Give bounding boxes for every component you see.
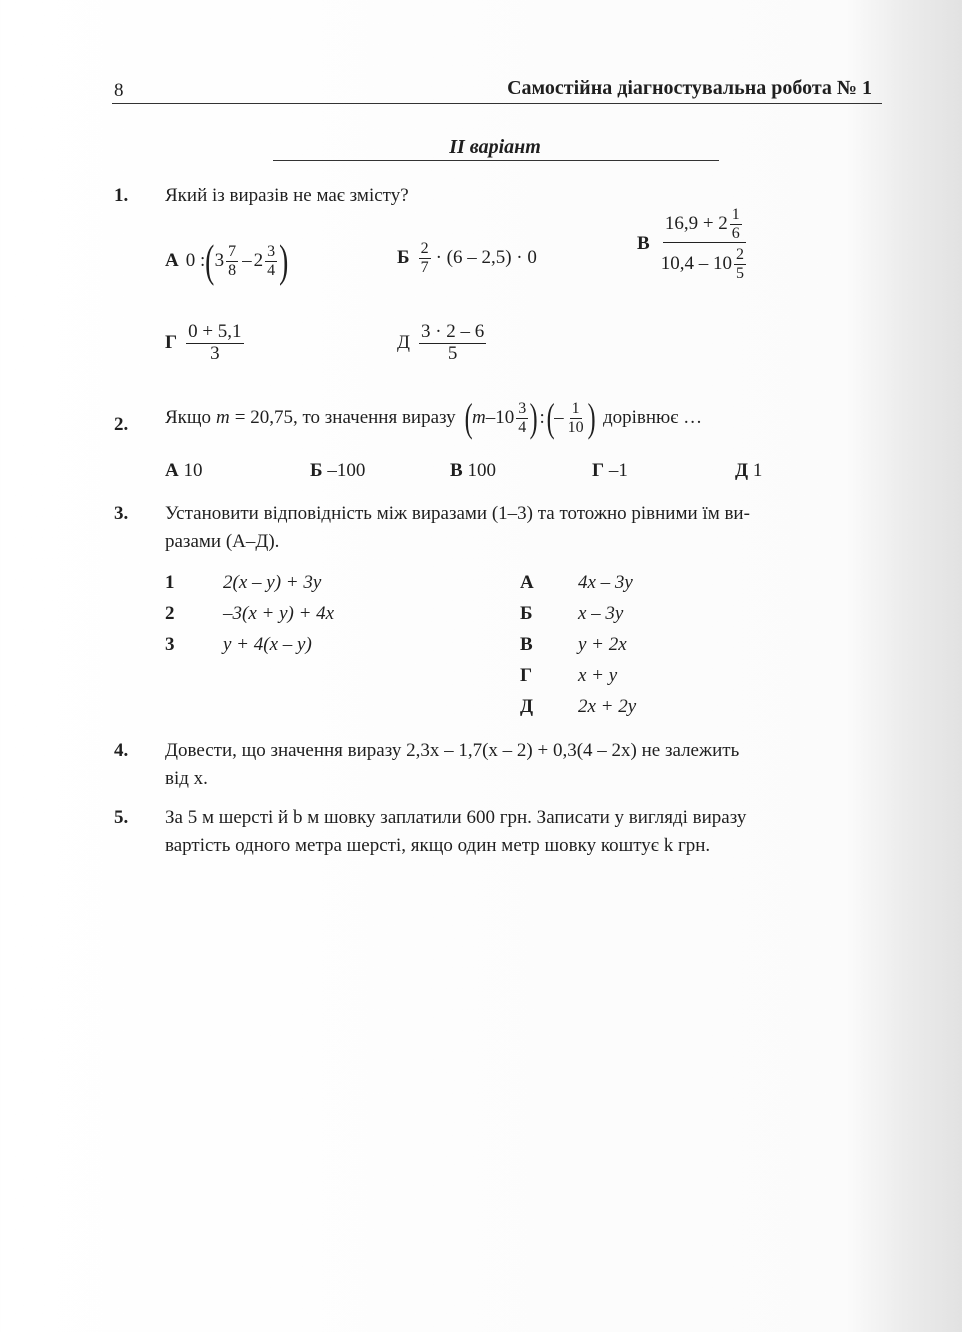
q4-number: 4. (114, 740, 129, 761)
q5-line1: За 5 м шерсті й b м шовку заплатили 600 грн. Записати у вигляді виразу (165, 807, 747, 828)
q2-number: 2. (114, 414, 129, 435)
option-label: Б (397, 247, 410, 269)
answer-value: –100 (327, 460, 366, 481)
q1-option-a (165, 235, 289, 286)
item-expr: 2(x – y) + 3y (223, 572, 322, 593)
q3-right-item (520, 665, 617, 687)
q2-text-value: = 20,75, то значення виразу (234, 407, 456, 428)
answer-label: А (165, 460, 179, 481)
page-number: 8 (114, 80, 124, 101)
q4-line2: від x. (165, 768, 208, 789)
answer-label: Д (735, 460, 749, 481)
fraction (226, 243, 238, 279)
q3-number: 3. (114, 503, 129, 524)
option-a-lead: 0 : (185, 250, 206, 271)
fraction (516, 400, 528, 436)
item-label: 1 (165, 572, 175, 593)
num-lead: 16,9 + 2 (664, 212, 728, 234)
running-title: Самостійна діагностувальна робота № 1 (507, 77, 872, 99)
complex-fraction (659, 206, 750, 282)
var-m: m (216, 407, 230, 428)
answer-label: Б (310, 460, 323, 481)
q2-text-lead: Якщо (165, 407, 212, 428)
open-paren: ( (464, 395, 473, 440)
q2-answer-a (165, 460, 202, 482)
item-expr: 2x + 2y (578, 696, 637, 717)
fraction (186, 322, 243, 365)
expr-minus: –10 (485, 407, 515, 428)
numerator: 0 + 5,1 (188, 321, 242, 342)
minus-sign: – (242, 250, 252, 271)
item-label: 3 (165, 634, 175, 655)
item-expr: y + 2x (578, 634, 627, 655)
variant-underline (273, 160, 719, 161)
close-paren: ) (587, 395, 596, 440)
item-label: 2 (165, 603, 175, 624)
den-lead: 10,4 – 10 (660, 252, 732, 274)
q3-right-item (520, 603, 623, 625)
item-expr: 4x – 3y (578, 572, 633, 593)
answer-label: В (450, 460, 463, 481)
q2-answer-v (450, 460, 496, 482)
q3-right-item (520, 634, 627, 656)
q3-left-item (165, 634, 312, 656)
q3-right-item (520, 696, 636, 718)
q4-line1: Довести, що значення виразу 2,3x – 1,7(x – 2) + 0,3(4 – 2x) не залежить (165, 740, 740, 761)
denominator: 8 (228, 261, 237, 279)
numerator: 2 (735, 246, 744, 264)
item-label: Г (520, 665, 533, 686)
answer-label: Г (592, 460, 605, 481)
q1-option-b (397, 240, 537, 276)
item-expr: y + 4(x – y) (223, 634, 312, 655)
denominator: 4 (518, 418, 527, 436)
close-paren: ) (529, 395, 538, 440)
q3-right-item (520, 572, 633, 594)
denominator: 3 (210, 342, 220, 364)
q1-text: Який із виразів не має змісту? (165, 185, 409, 206)
answer-value: –1 (608, 460, 628, 481)
item-label: В (520, 634, 533, 655)
item-label: А (520, 572, 534, 593)
open-paren: ( (546, 395, 555, 440)
fraction (265, 243, 277, 279)
q2-answer-b (310, 460, 365, 482)
q2-text-tail: дорівнює … (602, 407, 703, 428)
q5-line2: вартість одного метра шерсті, якщо один метр шовку коштує k грн. (165, 835, 711, 856)
denominator: 7 (420, 258, 429, 276)
denominator: 5 (735, 264, 744, 282)
close-paren: ) (279, 235, 289, 286)
numerator: 3 (518, 399, 527, 417)
mixed-whole: 3 (214, 250, 225, 271)
complex-denominator (659, 243, 750, 282)
q3-line2: разами (А–Д). (165, 531, 280, 552)
denominator: 6 (731, 224, 740, 242)
expr-m: m (471, 407, 486, 428)
answer-value: 1 (752, 460, 763, 481)
numerator: 3 · 2 – 6 (420, 321, 485, 342)
numerator: 1 (571, 399, 580, 417)
q5-number: 5. (114, 807, 129, 828)
q1-option-g (165, 322, 246, 365)
q2-text (165, 395, 703, 440)
item-label: Д (520, 696, 534, 717)
item-expr: x + y (578, 665, 618, 686)
q3-left-item (165, 603, 334, 625)
option-label: А (165, 250, 179, 271)
option-label: В (637, 233, 650, 255)
q2-answer-d (735, 460, 762, 482)
fraction (419, 322, 486, 365)
minus-sign: – (554, 407, 564, 428)
option-label: Г (165, 332, 178, 354)
q3-line1: Установити відповідність між виразами (1–3) та тотожно рівними їм ви- (165, 503, 750, 524)
denominator: 5 (447, 342, 458, 364)
numerator: 7 (228, 242, 237, 260)
mixed-whole: 2 (253, 250, 264, 271)
option-b-tail: · (6 – 2,5) · 0 (435, 247, 537, 269)
fraction (730, 206, 742, 242)
complex-numerator (663, 206, 746, 243)
numerator: 2 (420, 240, 429, 257)
variant-title: II варіант (449, 136, 541, 158)
fraction (419, 240, 431, 276)
answer-value: 100 (467, 460, 496, 481)
q1-option-d (397, 322, 488, 365)
item-expr: –3(x + y) + 4x (223, 603, 335, 624)
numerator: 1 (731, 206, 740, 223)
fraction (734, 246, 746, 282)
q1-option-v (637, 206, 752, 282)
open-paren: ( (205, 235, 215, 286)
q2-answer-g (592, 460, 628, 482)
option-label: Д (397, 332, 410, 354)
item-expr: x – 3y (578, 603, 624, 624)
q1-number: 1. (114, 185, 129, 206)
denominator: 4 (267, 261, 276, 279)
colon: : (539, 407, 545, 428)
q3-left-item (165, 572, 321, 594)
numerator: 3 (267, 242, 276, 260)
header-rule (112, 103, 882, 104)
item-label: Б (520, 603, 533, 624)
fraction (566, 400, 586, 436)
answer-value: 10 (183, 460, 203, 481)
denominator: 10 (567, 418, 584, 436)
